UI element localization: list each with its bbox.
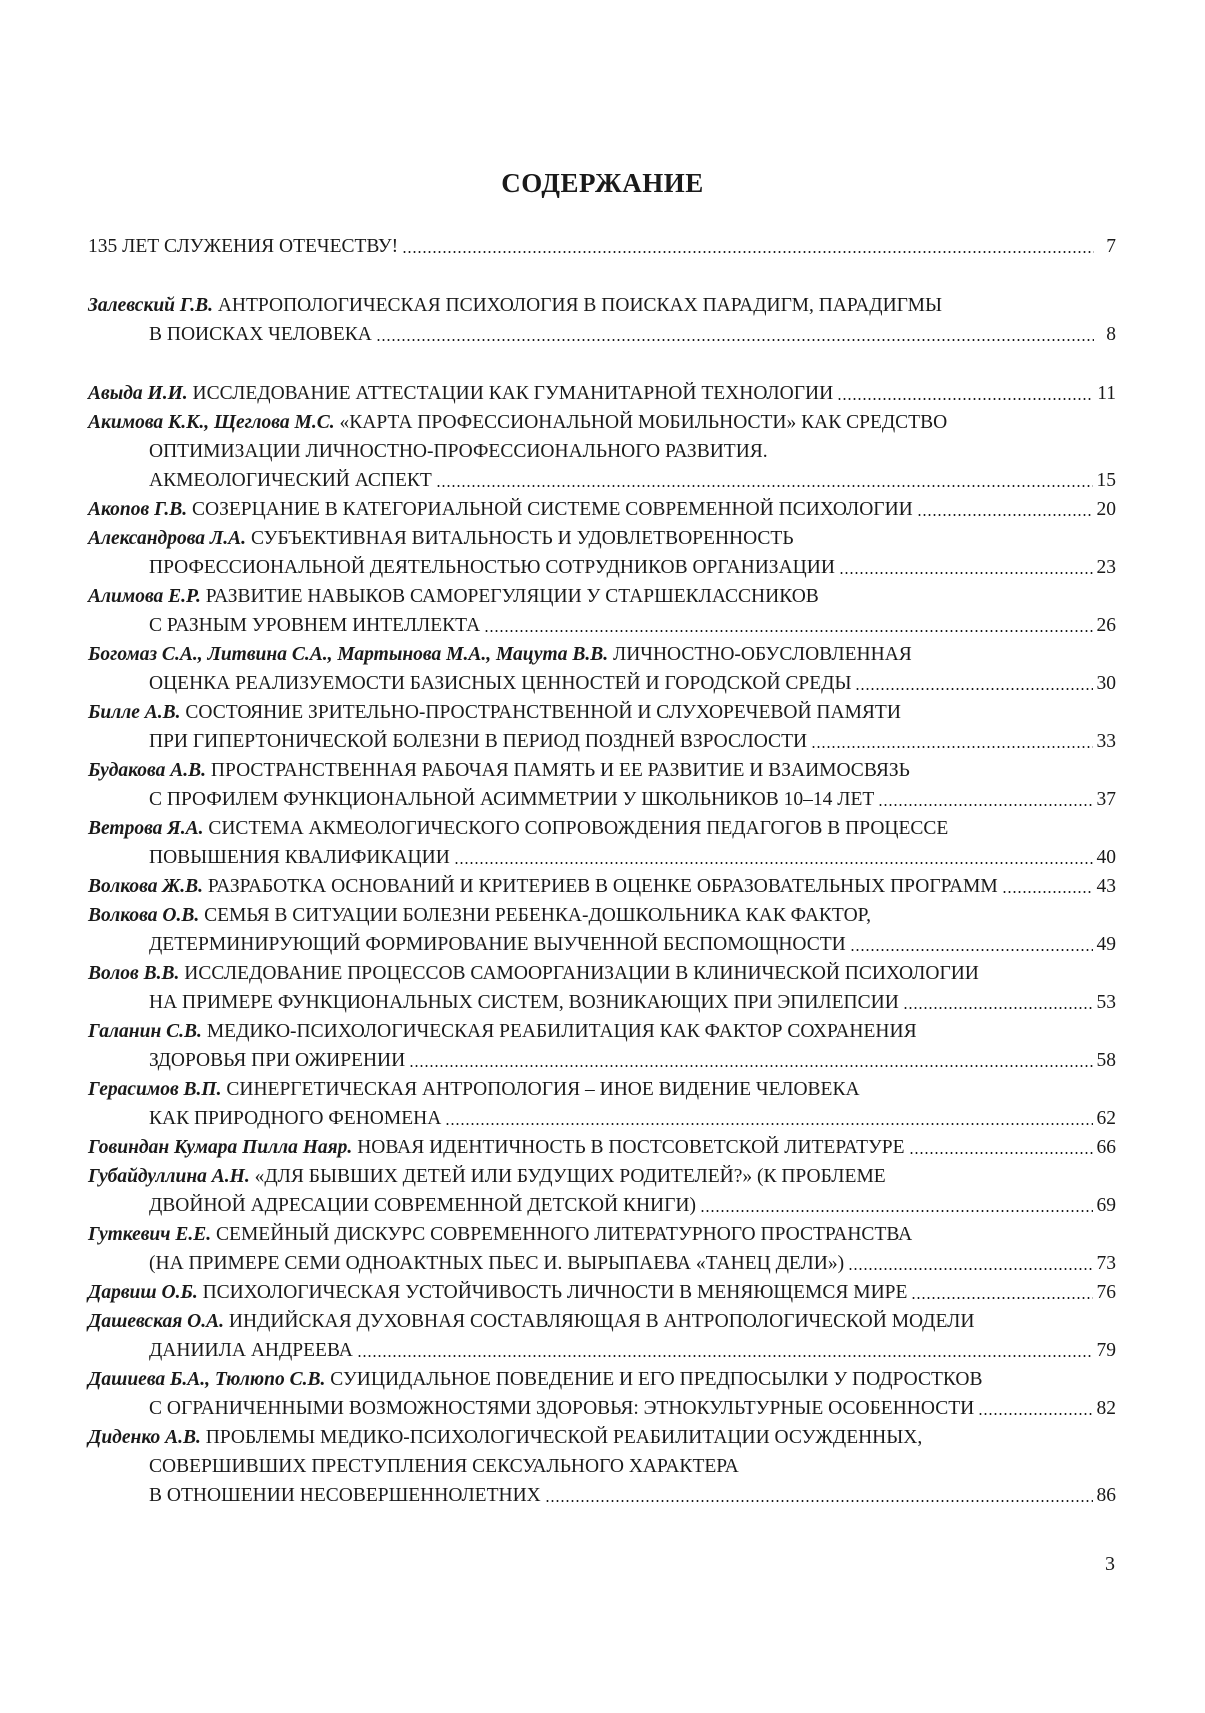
toc-line [88,466,1116,495]
toc-line-text [149,611,480,640]
dot-leader [978,1412,1092,1416]
toc-line [88,1017,1116,1046]
toc-line-text [88,1307,974,1336]
toc-author: Акопов Г.В. [88,499,188,520]
dot-leader [848,1267,1092,1271]
toc-page-number: 43 [1096,876,1116,897]
dot-leader [911,1296,1092,1300]
dot-leader [545,1499,1093,1503]
toc-line-text [149,320,372,349]
toc-line-text [88,1423,922,1452]
toc-author: Герасимов В.П. [88,1079,222,1100]
toc-line [88,1278,1116,1307]
toc-page-number: 30 [1096,673,1116,694]
toc-line-text [88,640,912,669]
toc-line-text [88,495,913,524]
toc-line [88,1365,1116,1394]
toc-entry [88,959,1116,1017]
toc-page-number: 8 [1106,324,1116,345]
dot-leader [436,484,1093,488]
toc-title: ДАНИИЛА АНДРЕЕВА [149,1340,353,1361]
toc-author: Диденко А.В. [88,1427,201,1448]
toc-line-text [149,1046,405,1075]
toc-entry [88,582,1116,640]
dot-leader [837,397,1093,401]
toc-line [88,524,1116,553]
toc-entry [88,640,1116,698]
toc-title: РАЗРАБОТКА ОСНОВАНИЙ И КРИТЕРИЕВ В ОЦЕНКЕ ОБРАЗОВАТЕЛЬНЫХ ПРОГРАММ [207,876,998,897]
toc-author: Гуткевич Е.Е. [88,1224,212,1245]
toc-title: НА ПРИМЕРЕ ФУНКЦИОНАЛЬНЫХ СИСТЕМ, ВОЗНИКАЮЩИХ ПРИ ЭПИЛЕПСИИ [149,992,899,1013]
toc-entry [88,524,1116,582]
dot-leader [917,513,1093,517]
toc-page-number: 79 [1096,1340,1116,1361]
toc-title: СОВЕРШИВШИХ ПРЕСТУПЛЕНИЯ СЕКСУАЛЬНОГО ХАРАКТЕРА [149,1456,739,1477]
toc-title: АКМЕОЛОГИЧЕСКИЙ АСПЕКТ [149,470,432,491]
toc-author: Говиндан Кумара Пилла Наяр. [88,1137,353,1158]
toc-title: С ПРОФИЛЕМ ФУНКЦИОНАЛЬНОЙ АСИММЕТРИИ У ШКОЛЬНИКОВ 10–14 ЛЕТ [149,789,875,810]
toc-page-number: 53 [1096,992,1116,1013]
toc-line-text [88,814,948,843]
dot-leader [811,745,1092,749]
toc-title: МЕДИКО-ПСИХОЛОГИЧЕСКАЯ РЕАБИЛИТАЦИЯ КАК ФАКТОР СОХРАНЕНИЯ [206,1021,917,1042]
toc-title: (НА ПРИМЕРЕ СЕМИ ОДНОАКТНЫХ ПЬЕС И. ВЫРЫПАЕВА «ТАНЕЦ ДЕЛИ») [149,1253,845,1274]
dot-leader [700,1209,1093,1213]
toc-line [88,1423,1116,1452]
entry-spacer [88,261,1116,291]
toc-title: ПРОБЛЕМЫ МЕДИКО-ПСИХОЛОГИЧЕСКОЙ РЕАБИЛИТАЦИИ ОСУЖДЕННЫХ, [205,1427,923,1448]
toc-page-number: 15 [1096,470,1116,491]
toc-author: Ветрова Я.А. [88,818,204,839]
toc-page-number: 73 [1096,1253,1116,1274]
toc-line [88,756,1116,785]
toc-line [88,320,1116,349]
toc-page-number: 82 [1096,1398,1116,1419]
toc-entry [88,756,1116,814]
toc-page-number: 49 [1096,934,1116,955]
dot-leader [376,338,1094,342]
toc-line-text [88,756,910,785]
toc-line-text [88,1017,917,1046]
toc-line-text [88,1278,907,1307]
toc-page-number: 69 [1096,1195,1116,1216]
toc-author: Волкова Ж.В. [88,876,204,897]
toc-line [88,727,1116,756]
toc-entry [88,872,1116,901]
toc-entry [88,814,1116,872]
dot-leader [357,1354,1093,1358]
toc-line [88,1394,1116,1423]
toc-author: Волкова О.В. [88,905,200,926]
toc-title: НОВАЯ ИДЕНТИЧНОСТЬ В ПОСТСОВЕТСКОЙ ЛИТЕРАТУРЕ [357,1137,905,1158]
toc-title: ОЦЕНКА РЕАЛИЗУЕМОСТИ БАЗИСНЫХ ЦЕННОСТЕЙ И ГОРОДСКОЙ СРЕДЫ [149,673,852,694]
toc-line-text [88,379,833,408]
toc-line [88,611,1116,640]
dot-leader [445,1122,1092,1126]
toc-title: РАЗВИТИЕ НАВЫКОВ САМОРЕГУЛЯЦИИ У СТАРШЕКЛАССНИКОВ [205,586,819,607]
toc-title: АНТРОПОЛОГИЧЕСКАЯ ПСИХОЛОГИЯ В ПОИСКАХ ПАРАДИГМ, ПАРАДИГМЫ [217,295,943,316]
toc-title: ИНДИЙСКАЯ ДУХОВНАЯ СОСТАВЛЯЮЩАЯ В АНТРОПОЛОГИЧЕСКОЙ МОДЕЛИ [228,1311,975,1332]
toc-author: Дашиева Б.А., Тюлюпо С.В. [88,1369,326,1390]
toc-entry [88,1133,1116,1162]
toc-title: ИССЛЕДОВАНИЕ АТТЕСТАЦИИ КАК ГУМАНИТАРНОЙ ТЕХНОЛОГИИ [192,383,834,404]
toc-title: В ПОИСКАХ ЧЕЛОВЕКА [149,324,372,345]
toc-author: Будакова А.В. [88,760,207,781]
toc-page-number: 40 [1096,847,1116,868]
toc-entry [88,291,1116,349]
toc-line [88,1162,1116,1191]
toc-line [88,1104,1116,1133]
toc-line [88,1075,1116,1104]
toc-line-text [88,232,398,261]
toc-entry [88,232,1116,261]
toc-line [88,988,1116,1017]
toc-entry [88,379,1116,408]
toc-author: Алимова Е.Р. [88,586,201,607]
toc-page-number: 76 [1096,1282,1116,1303]
toc-title: СЕМЕЙНЫЙ ДИСКУРС СОВРЕМЕННОГО ЛИТЕРАТУРНОГО ПРОСТРАНСТВА [216,1224,913,1245]
dot-leader [839,571,1093,575]
toc-line-text [88,698,901,727]
toc-page-number: 58 [1096,1050,1116,1071]
toc-line-text [88,1162,886,1191]
toc-author: Волов В.В. [88,963,180,984]
toc-page-number: 86 [1096,1485,1116,1506]
toc-line [88,1249,1116,1278]
toc-line-text [88,408,947,437]
toc-title: ПСИХОЛОГИЧЕСКАЯ УСТОЙЧИВОСТЬ ЛИЧНОСТИ В МЕНЯЮЩЕМСЯ МИРЕ [202,1282,908,1303]
toc-line [88,582,1116,611]
toc-entry [88,901,1116,959]
toc-line [88,379,1116,408]
dot-leader [1002,890,1093,894]
toc-line-text [149,437,768,466]
toc-entry [88,1220,1116,1278]
toc-line [88,408,1116,437]
toc-line-text [149,930,846,959]
toc-author: Дарвиш О.Б. [88,1282,198,1303]
toc-line [88,698,1116,727]
toc-title: ПОВЫШЕНИЯ КВАЛИФИКАЦИИ [149,847,450,868]
toc-entry [88,1365,1116,1423]
toc-title: СОЗЕРЦАНИЕ В КАТЕГОРИАЛЬНОЙ СИСТЕМЕ СОВРЕМЕННОЙ ПСИХОЛОГИИ [192,499,913,520]
toc-line-text [149,1249,844,1278]
toc-line-text [88,524,794,553]
toc-line [88,1481,1116,1510]
toc-line-text [149,1336,353,1365]
toc-title: «ДЛЯ БЫВШИХ ДЕТЕЙ ИЛИ БУДУЩИХ РОДИТЕЛЕЙ?» (К ПРОБЛЕМЕ [254,1166,886,1187]
toc-line-text [149,843,450,872]
toc-page-number: 37 [1096,789,1116,810]
toc-line-text [149,1452,739,1481]
toc-title: СИСТЕМА АКМЕОЛОГИЧЕСКОГО СОПРОВОЖДЕНИЯ ПЕДАГОГОВ В ПРОЦЕССЕ [208,818,949,839]
toc-author: Билле А.В. [88,702,181,723]
dot-leader [909,1151,1093,1155]
dot-leader [850,948,1093,952]
toc-title: КАК ПРИРОДНОГО ФЕНОМЕНА [149,1108,442,1129]
toc-author: Александрова Л.А. [88,528,247,549]
toc-line [88,1307,1116,1336]
toc-author: Акимова К.К., Щеглова М.С. [88,412,335,433]
toc-author: Дашевская О.А. [88,1311,224,1332]
entry-spacer [88,349,1116,379]
dot-leader [484,629,1092,633]
toc-page-number: 23 [1096,557,1116,578]
toc-author: Богомаз С.А., Литвина С.А., Мартынова М.А., Мацута В.В. [88,644,609,665]
toc-title: С РАЗНЫМ УРОВНЕМ ИНТЕЛЛЕКТА [149,615,481,636]
toc-line [88,495,1116,524]
toc-line [88,232,1116,261]
toc-title: ПРОФЕССИОНАЛЬНОЙ ДЕЯТЕЛЬНОСТЬЮ СОТРУДНИКОВ ОРГАНИЗАЦИИ [149,557,835,578]
toc-author: Галанин С.В. [88,1021,202,1042]
dot-leader [903,1006,1093,1010]
toc-line-text [88,582,819,611]
dot-leader [855,687,1092,691]
toc-line-text [88,1075,860,1104]
toc-line [88,1191,1116,1220]
toc-entry [88,1162,1116,1220]
dot-leader [878,803,1092,807]
toc-author: Авыда И.И. [88,383,188,404]
toc-line-text [149,988,899,1017]
toc-line-text [149,727,807,756]
toc-title: ДЕТЕРМИНИРУЮЩИЙ ФОРМИРОВАНИЕ ВЫУЧЕННОЙ БЕСПОМОЩНОСТИ [149,934,846,955]
toc-line [88,553,1116,582]
toc-title: СУИЦИДАЛЬНОЕ ПОВЕДЕНИЕ И ЕГО ПРЕДПОСЫЛКИ У ПОДРОСТКОВ [330,1369,983,1390]
toc-title: СЕМЬЯ В СИТУАЦИИ БОЛЕЗНИ РЕБЕНКА-ДОШКОЛЬНИКА КАК ФАКТОР, [204,905,871,926]
toc-line [88,901,1116,930]
toc-title: ОПТИМИЗАЦИИ ЛИЧНОСТНО-ПРОФЕССИОНАЛЬНОГО РАЗВИТИЯ. [149,441,768,462]
toc-line-text [149,1394,974,1423]
toc-line-text [149,669,851,698]
toc-line [88,437,1116,466]
toc-line-text [88,1365,983,1394]
table-of-contents [88,232,1116,1510]
toc-line [88,872,1116,901]
toc-line [88,843,1116,872]
toc-title: СУБЪЕКТИВНАЯ ВИТАЛЬНОСТЬ И УДОВЛЕТВОРЕННОСТЬ [250,528,794,549]
toc-entry [88,1423,1116,1510]
toc-line [88,669,1116,698]
toc-title: СОСТОЯНИЕ ЗРИТЕЛЬНО-ПРОСТРАНСТВЕННОЙ И СЛУХОРЕЧЕВОЙ ПАМЯТИ [185,702,901,723]
toc-line [88,1046,1116,1075]
toc-line [88,930,1116,959]
toc-title: ЗДОРОВЬЯ ПРИ ОЖИРЕНИИ [149,1050,406,1071]
toc-entry [88,1278,1116,1307]
toc-line [88,814,1116,843]
toc-title: ПРОСТРАНСТВЕННАЯ РАБОЧАЯ ПАМЯТЬ И ЕЕ РАЗВИТИЕ И ВЗАИМОСВЯЗЬ [210,760,910,781]
toc-page-number: 66 [1096,1137,1116,1158]
toc-line-text [88,291,942,320]
toc-line-text [149,553,835,582]
toc-title: В ОТНОШЕНИИ НЕСОВЕРШЕННОЛЕТНИХ [149,1485,541,1506]
dot-leader [402,250,1094,254]
toc-line-text [149,1481,541,1510]
toc-author: Губайдуллина А.Н. [88,1166,250,1187]
toc-title: ЛИЧНОСТНО-ОБУСЛОВЛЕННАЯ [612,644,912,665]
toc-title: ИССЛЕДОВАНИЕ ПРОЦЕССОВ САМООРГАНИЗАЦИИ В КЛИНИЧЕСКОЙ ПСИХОЛОГИИ [184,963,979,984]
toc-entry [88,495,1116,524]
toc-line [88,1220,1116,1249]
page-title: СОДЕРЖАНИЕ [501,168,704,198]
toc-line [88,1133,1116,1162]
toc-line [88,785,1116,814]
toc-entry [88,1017,1116,1075]
toc-line-text [88,1133,905,1162]
toc-line-text [149,1104,441,1133]
toc-page-number: 62 [1096,1108,1116,1129]
toc-title: «КАРТА ПРОФЕССИОНАЛЬНОЙ МОБИЛЬНОСТИ» КАК СРЕДСТВО [339,412,948,433]
toc-entry [88,1075,1116,1133]
toc-line-text [149,785,874,814]
toc-page-number: 20 [1096,499,1116,520]
toc-line-text [88,872,998,901]
toc-line [88,1452,1116,1481]
toc-entry [88,408,1116,495]
toc-title: С ОГРАНИЧЕННЫМИ ВОЗМОЖНОСТЯМИ ЗДОРОВЬЯ: ЭТНОКУЛЬТУРНЫЕ ОСОБЕННОСТИ [149,1398,975,1419]
toc-line [88,959,1116,988]
dot-leader [454,861,1093,865]
dot-leader [409,1064,1092,1068]
toc-entry [88,1307,1116,1365]
toc-line [88,1336,1116,1365]
toc-page-number: 33 [1096,731,1116,752]
toc-author: Залевский Г.В. [88,295,213,316]
toc-title: ПРИ ГИПЕРТОНИЧЕСКОЙ БОЛЕЗНИ В ПЕРИОД ПОЗДНЕЙ ВЗРОСЛОСТИ [149,731,808,752]
toc-page-number: 7 [1106,236,1116,257]
toc-title: СИНЕРГЕТИЧЕСКАЯ АНТРОПОЛОГИЯ – ИНОЕ ВИДЕНИЕ ЧЕЛОВЕКА [226,1079,860,1100]
toc-page-number: 11 [1097,383,1116,404]
page-number: 3 [1105,1553,1115,1575]
toc-page-number: 26 [1096,615,1116,636]
toc-line [88,291,1116,320]
toc-entry [88,698,1116,756]
toc-line-text [88,959,979,988]
toc-line [88,640,1116,669]
toc-line-text [149,466,432,495]
toc-title: ДВОЙНОЙ АДРЕСАЦИИ СОВРЕМЕННОЙ ДЕТСКОЙ КНИГИ) [149,1195,696,1216]
toc-line-text [149,1191,696,1220]
toc-line-text [88,901,871,930]
toc-line-text [88,1220,912,1249]
toc-title: 135 ЛЕТ СЛУЖЕНИЯ ОТЕЧЕСТВУ! [88,236,399,257]
